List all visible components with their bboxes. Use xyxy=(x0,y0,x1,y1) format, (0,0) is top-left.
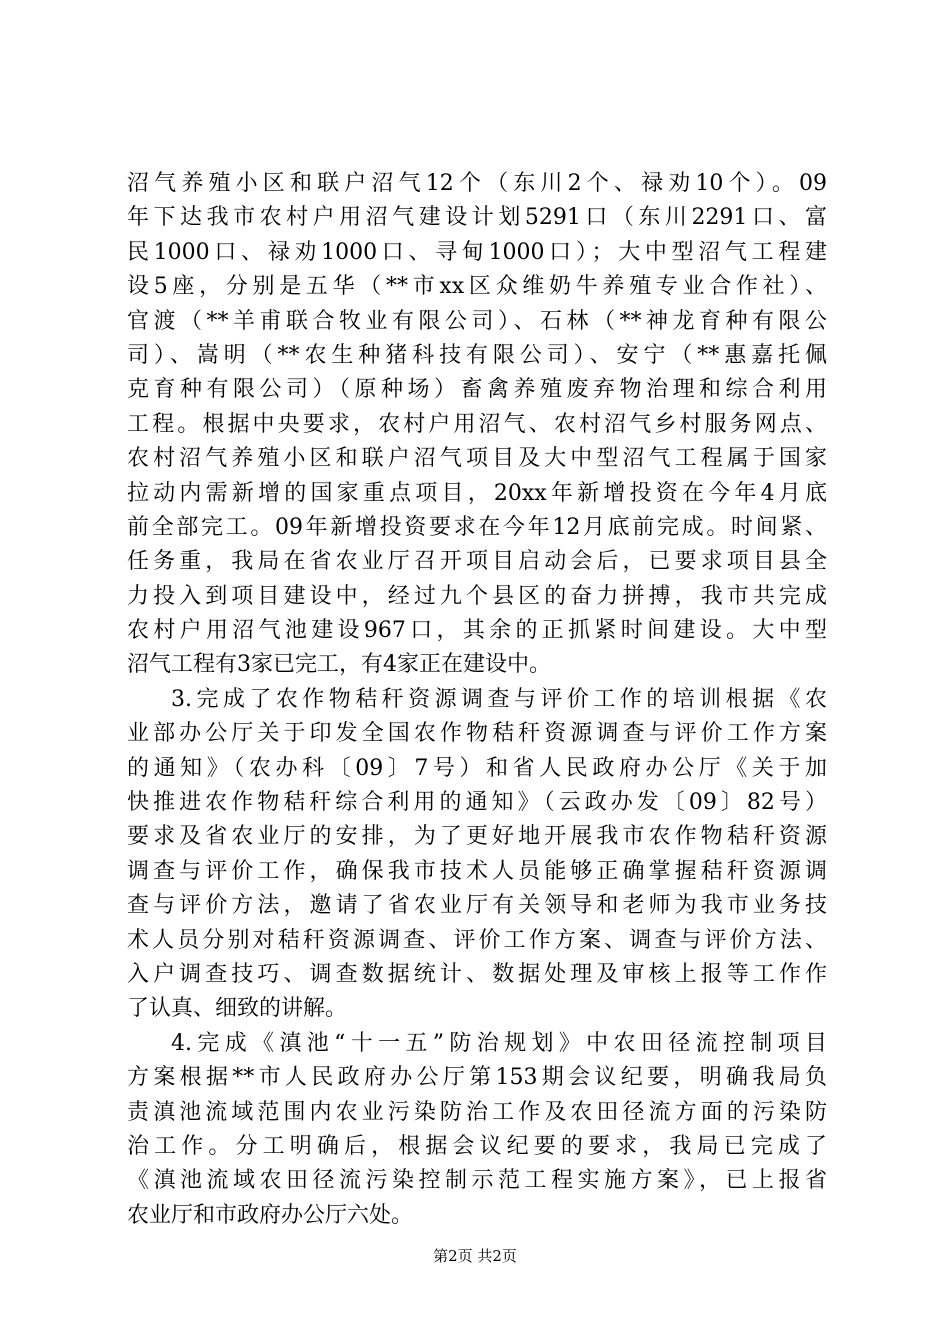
text-line: 农村沼气养殖小区和联户沼气项目及大中型沼气工程属于国家 xyxy=(127,446,827,472)
text-line: 4.完成《滇池“十一五”防治规划》中农田径流控制项目 xyxy=(171,1030,827,1056)
document-body xyxy=(127,167,827,1233)
text-line: 沼气工程有3家已完工，有4家正在建设中。 xyxy=(127,652,551,678)
text-line: 调查与评价工作，确保我市技术人员能够正确掌握秸秆资源调 xyxy=(127,858,827,884)
text-line: 3.完成了农作物秸秆资源调查与评价工作的培训根据《农 xyxy=(171,686,827,712)
text-line: 农村户用沼气池建设967口，其余的正抓紧时间建设。大中型 xyxy=(127,618,827,644)
text-line: 任务重，我局在省农业厅召开项目启动会后，已要求项目县全 xyxy=(127,549,827,575)
text-line: 快推进农作物秸秆综合利用的通知》（云政办发〔09〕82号） xyxy=(127,790,827,816)
text-line: 查与评价方法，邀请了省农业厅有关领导和老师为我市业务技 xyxy=(127,893,827,919)
text-line: 术人员分别对秸秆资源调查、评价工作方案、调查与评价方法、 xyxy=(127,927,827,953)
text-line: 的通知》（农办科〔09〕7号）和省人民政府办公厅《关于加 xyxy=(127,755,827,781)
text-line: 《滇池流域农田径流污染控制示范工程实施方案》，已上报省 xyxy=(127,1168,827,1194)
text-line: 方案根据**市人民政府办公厅第153期会议纪要，明确我局负 xyxy=(127,1065,827,1091)
page-footer: 第2页 共2页 xyxy=(433,1247,517,1265)
text-line: 民1000口、禄劝1000口、寻甸1000口）；大中型沼气工程建 xyxy=(127,239,827,265)
text-line: 前全部完工。09年新增投资要求在今年12月底前完成。时间紧、 xyxy=(127,514,827,540)
text-line: 力投入到项目建设中，经过九个县区的奋力拼搏，我市共完成 xyxy=(127,583,827,609)
text-line: 沼气养殖小区和联户沼气12个（东川2个、禄劝10个）。09 xyxy=(127,171,827,196)
text-line: 了认真、细致的讲解。 xyxy=(127,996,348,1022)
text-line: 司）、嵩明（**农生种猪科技有限公司）、安宁（**惠嘉托佩 xyxy=(127,342,827,368)
text-line: 设5座，分别是五华（**市xx区众维奶牛养殖专业合作社）、 xyxy=(127,274,827,300)
text-line: 农业厅和市政府办公厅六处。 xyxy=(127,1202,414,1228)
text-line: 年下达我市农村户用沼气建设计划5291口（东川2291口、富 xyxy=(127,205,827,231)
text-line: 官渡（**羊甫联合牧业有限公司）、石林（**神龙育种有限公 xyxy=(127,308,827,334)
text-line: 治工作。分工明确后，根据会议纪要的要求，我局已完成了 xyxy=(127,1133,827,1159)
text-line: 入户调查技巧、调查数据统计、数据处理及审核上报等工作作 xyxy=(127,961,827,987)
text-line: 拉动内需新增的国家重点项目，20xx年新增投资在今年4月底 xyxy=(127,480,827,506)
text-line: 克育种有限公司）（原种场）畜禽养殖废弃物治理和综合利用 xyxy=(127,377,827,403)
text-line: 责滇池流域范围内农业污染防治工作及农田径流方面的污染防 xyxy=(127,1099,827,1125)
text-line: 工程。根据中央要求，农村户用沼气、农村沼气乡村服务网点、 xyxy=(127,411,827,437)
text-line: 要求及省农业厅的安排，为了更好地开展我市农作物秸秆资源 xyxy=(127,824,827,850)
text-line: 业部办公厅关于印发全国农作物秸秆资源调查与评价工作方案 xyxy=(127,721,827,747)
